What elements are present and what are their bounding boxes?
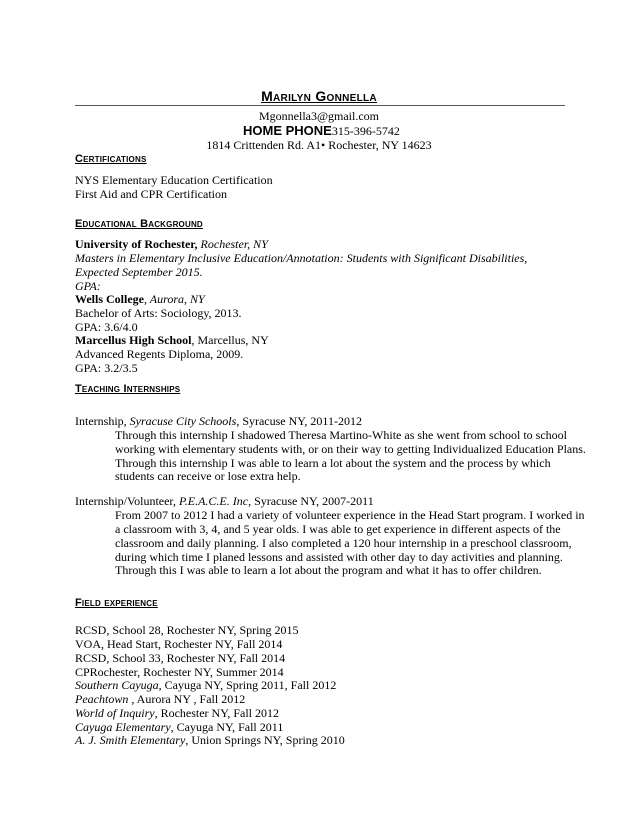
- field-experience-heading: Field experience: [75, 597, 158, 609]
- field-details: , Aurora NY , Fall 2012: [128, 692, 246, 706]
- internship-org: Syracuse City Schools: [129, 414, 237, 428]
- field-site: World of Inquiry: [75, 706, 155, 720]
- wells-gpa: GPA: 3.6/4.0: [75, 320, 138, 334]
- field-site: A. J. Smith Elementary: [75, 733, 186, 747]
- certification-item: First Aid and CPR Certification: [75, 187, 227, 201]
- email-address[interactable]: Mgonnella3@gmail.com: [258, 109, 380, 123]
- internship-detail: a classroom with 3, 4, and 5 year olds. I was able to get experience in different aspects of the: [115, 522, 561, 536]
- internship-suffix: , Syracuse NY, 2011-2012: [236, 414, 362, 428]
- field-details: , Cayuga NY, Fall 2011: [170, 720, 284, 734]
- internship-title: [75, 494, 374, 508]
- internship-prefix: Internship,: [75, 414, 130, 428]
- field-details: , Union Springs NY, Spring 2010: [185, 733, 345, 747]
- phone-line: [243, 123, 400, 139]
- education-wells: [75, 292, 205, 306]
- phone-label: HOME PHONE: [243, 123, 332, 138]
- program-text: Masters in Elementary Inclusive Education/Annotation: Students with Significant Disabilities,: [75, 251, 528, 265]
- internship-detail: From 2007 to 2012 I had a variety of volunteer experience in the Head Start program. I worked in: [115, 508, 585, 522]
- school-name: Marcellus High School: [75, 333, 192, 347]
- expected-text: Expected September 2015.: [75, 265, 203, 279]
- school-name: University of Rochester,: [75, 237, 198, 251]
- field-item: [75, 720, 283, 734]
- education-marcellus: [75, 333, 269, 347]
- internship-suffix: , Syracuse NY, 2007-2011: [248, 494, 374, 508]
- phone-number: 315-396-5742: [331, 124, 400, 138]
- internship-detail: Through this internship I was able to learn a lot about the system and the process by which: [115, 456, 551, 470]
- internships-heading: Teaching Internships: [75, 383, 181, 395]
- certifications-heading: Certifications: [75, 153, 147, 165]
- wells-degree: Bachelor of Arts: Sociology, 2013.: [75, 306, 242, 320]
- marcellus-diploma: Advanced Regents Diploma, 2009.: [75, 347, 244, 361]
- internship-detail: classroom and daily planning. I also completed a 120 hour internship in a preschool classroom,: [115, 536, 572, 550]
- field-item: [75, 692, 245, 706]
- field-item: VOA, Head Start, Rochester NY, Fall 2014: [75, 637, 283, 651]
- mailing-address: 1814 Crittenden Rd. A1• Rochester, NY 14623: [206, 138, 432, 152]
- field-item: [75, 678, 336, 692]
- rochester-expected: [75, 265, 203, 279]
- field-item: RCSD, School 33, Rochester NY, Fall 2014: [75, 651, 286, 665]
- school-location: , Marcellus, NY: [191, 333, 269, 347]
- school-name: Wells College: [75, 292, 144, 306]
- field-site: Cayuga Elementary: [75, 720, 171, 734]
- field-site: Peachtown: [75, 692, 129, 706]
- internship-prefix: Internship/Volunteer,: [75, 494, 179, 508]
- internship-detail: students can receive or lose extra help.: [115, 469, 301, 483]
- rochester-program: [75, 251, 527, 265]
- field-item: [75, 733, 345, 747]
- education-heading: Educational Background: [75, 218, 203, 230]
- school-location: Rochester, NY: [197, 237, 268, 251]
- field-item: CPRochester, Rochester NY, Summer 2014: [75, 665, 284, 679]
- school-location: , Aurora, NY: [144, 292, 205, 306]
- internship-title: [75, 414, 362, 428]
- education-rochester: [75, 237, 268, 251]
- header-rule: [75, 105, 565, 106]
- internship-org: P.E.A.C.E. Inc: [178, 494, 249, 508]
- field-item: RCSD, School 28, Rochester NY, Spring 2015: [75, 623, 299, 637]
- internship-detail: working with elementary students with, or on their way to getting Individualized Education Plans.: [115, 442, 586, 456]
- internship-detail: during which time I planed lessons and assisted with other day to day activities and planning.: [115, 550, 563, 564]
- gpa-text: GPA:: [75, 279, 101, 293]
- internship-detail: Through this internship I shadowed Theresa Martino-White as she went from school to school: [115, 428, 568, 442]
- marcellus-gpa: GPA: 3.2/3.5: [75, 361, 138, 375]
- certification-item: NYS Elementary Education Certification: [75, 173, 273, 187]
- field-details: , Rochester NY, Fall 2012: [154, 706, 279, 720]
- field-site: Southern Cayuga: [75, 678, 159, 692]
- candidate-name: Marilyn Gonnella: [261, 88, 377, 104]
- field-item: [75, 706, 279, 720]
- field-details: , Cayuga NY, Spring 2011, Fall 2012: [158, 678, 337, 692]
- rochester-gpa: [75, 279, 101, 293]
- internship-detail: Through this I was able to learn a lot about the program and what it has to offer children.: [115, 563, 542, 577]
